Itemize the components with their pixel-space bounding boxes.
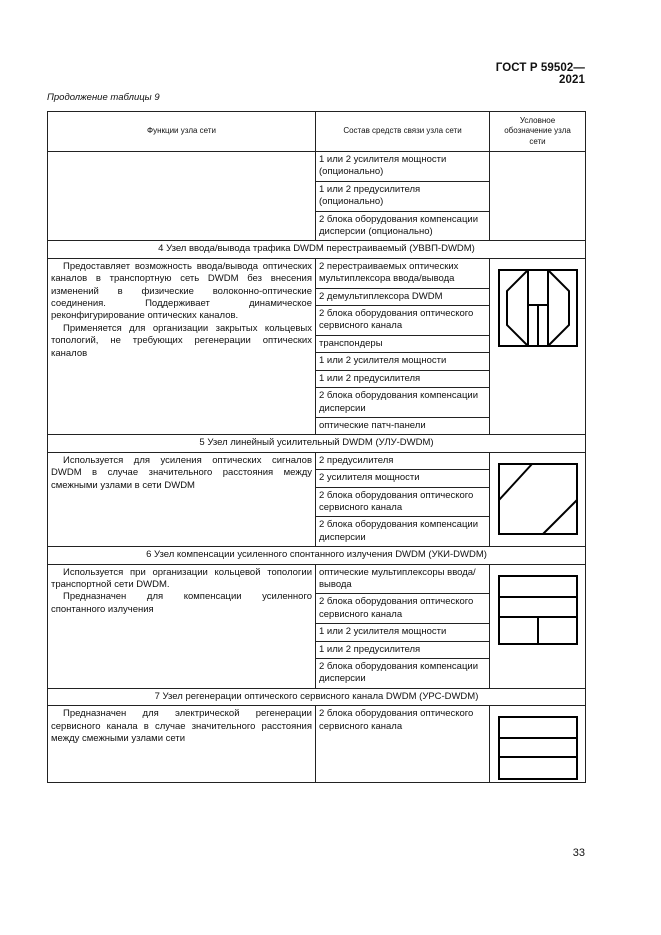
nodes-table <box>47 111 586 783</box>
section-title: 7 Узел регенерации оптического сервисного канала DWDM (УРС-DWDM) <box>48 688 586 705</box>
section-title: 4 Узел ввода/вывода трафика DWDM перестраиваемый (УВВП-DWDM) <box>48 241 586 258</box>
symbol-cell <box>490 152 586 241</box>
header-functions: Функции узла сети <box>48 112 316 152</box>
component-cell: 2 блока оборудования оптического сервисного канала <box>316 487 490 517</box>
component-cell: 1 или 2 усилителя мощности <box>316 353 490 370</box>
component-cell: 2 блока оборудования оптического сервисного канала <box>316 594 490 624</box>
functions-cell <box>48 452 316 546</box>
symbol-cell <box>490 452 586 546</box>
component-cell: 2 демультиплексора DWDM <box>316 288 490 305</box>
section-title-row <box>48 241 586 258</box>
section-title-row <box>48 435 586 452</box>
component-cell: 2 усилителя мощности <box>316 470 490 487</box>
function-text: Предоставляет возможность ввода/вывода оптических каналов в транспортную сеть DWDM без внесения изменений в физические волоконно-оптические соединения. Поддерживает динамическое реконфигурирование оптических каналов. <box>51 260 312 322</box>
function-text: Используется при организации кольцевой топологии транспортной сети DWDM. <box>51 566 312 590</box>
component-cell: 1 или 2 предусилителя <box>316 370 490 387</box>
component-cell: оптические патч-панели <box>316 417 490 434</box>
uki-symbol <box>498 575 578 645</box>
urs-symbol <box>498 716 578 780</box>
component-cell: транспондеры <box>316 335 490 352</box>
section-title-row <box>48 688 586 705</box>
ulu-symbol <box>498 463 578 535</box>
uvvp-symbol <box>498 269 578 347</box>
section-title: 6 Узел компенсации усиленного спонтанного излучения DWDM (УКИ-DWDM) <box>48 547 586 564</box>
section-title: 5 Узел линейный усилительный DWDM (УЛУ-DWDM) <box>48 435 586 452</box>
component-cell: 2 перестраиваемых оптических мультиплексора ввода/вывода <box>316 258 490 288</box>
function-text: Применяется для организации закрытых кольцевых топологий, не требующих регенерации оптических каналов <box>51 322 312 359</box>
header-components: Состав средств связи узла сети <box>316 112 490 152</box>
function-text: Предназначен для компенсации усиленного спонтанного излучения <box>51 591 312 615</box>
component-cell: 1 или 2 усилителя мощности (опционально) <box>316 152 490 182</box>
table-row <box>48 706 586 783</box>
section-title-row <box>48 547 586 564</box>
table-row <box>48 152 586 182</box>
functions-cell <box>48 564 316 688</box>
symbol-cell <box>490 258 586 434</box>
component-cell: 1 или 2 усилителя мощности <box>316 624 490 641</box>
component-cell: 2 блока оборудования оптического сервисного канала <box>316 706 490 783</box>
page-number: 33 <box>572 847 585 859</box>
component-cell: 2 блока оборудования компенсации дисперсии <box>316 388 490 418</box>
table-row <box>48 258 586 288</box>
table-caption: Продолжение таблицы 9 <box>47 92 160 103</box>
component-cell: 2 блока оборудования компенсации дисперсии (опционально) <box>316 211 490 241</box>
table-row <box>48 564 586 594</box>
function-text: Предназначен для электрической регенерации сервисного канала в случае значительного расстояния между смежными узлами сети <box>51 708 312 745</box>
component-cell: 2 предусилителя <box>316 452 490 469</box>
functions-cell <box>48 706 316 783</box>
component-cell: оптические мультиплексоры ввода/вывода <box>316 564 490 594</box>
component-cell: 2 блока оборудования оптического сервисного канала <box>316 306 490 336</box>
component-cell: 2 блока оборудования компенсации дисперсии <box>316 517 490 547</box>
table-row <box>48 452 586 469</box>
symbol-cell <box>490 706 586 783</box>
functions-cell <box>48 152 316 241</box>
function-text: Используется для усиления оптических сигналов DWDM в случае значительного расстояния между смежными узлами в сети DWDM <box>51 454 312 491</box>
functions-cell <box>48 258 316 434</box>
header-symbol: Условное обозначение узла сети <box>490 112 586 152</box>
standard-number: ГОСТ Р 59502—2021 <box>495 62 585 86</box>
component-cell: 1 или 2 предусилителя <box>316 641 490 658</box>
symbol-cell <box>490 564 586 688</box>
component-cell: 1 или 2 предусилителя (опционально) <box>316 181 490 211</box>
component-cell: 2 блока оборудования компенсации дисперсии <box>316 659 490 689</box>
table-header-row <box>48 112 586 152</box>
